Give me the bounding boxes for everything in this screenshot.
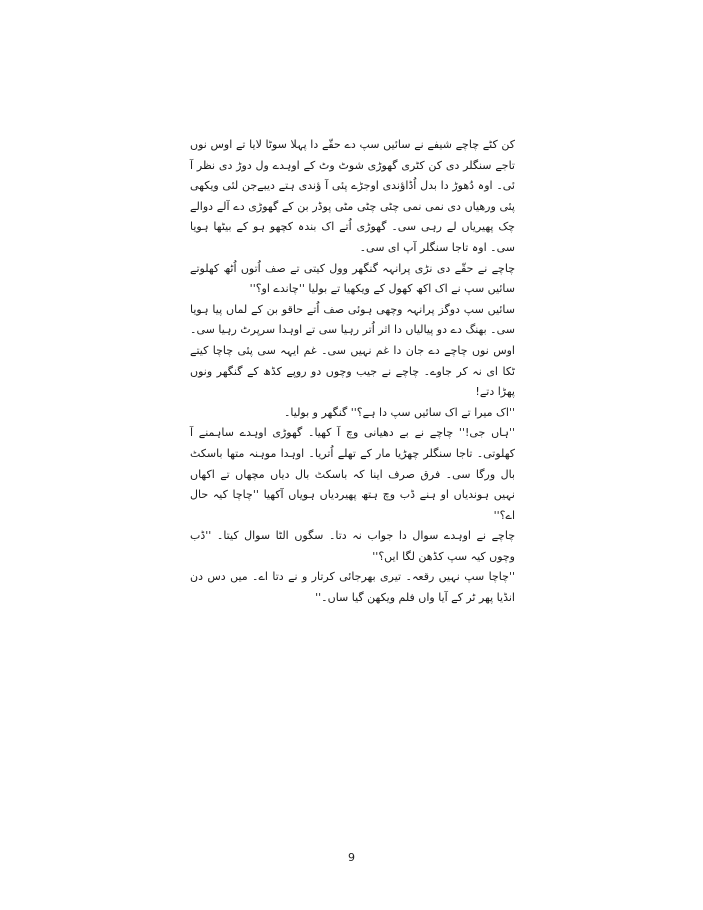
paragraph-7: ''چاچا سپ نہیں رقعہ۔ تیری بھرجائی کرتار و نے دتا اے۔ میں دس دن انڈیا پھر ٹر کے آیا واں فلم ویکھن گیا ساں۔'' — [190, 570, 515, 605]
paragraph-3: سائیں سپ دوگز پرانہہ وچھی ہوئی صف اُتے حاقو بن کے لماں پیا ہویا سی۔ بھنگ دے دو پیالیاں دا اثر اُتر رہیا سی تے اوہدا سرپرٹ رہیا سی۔ اوس نوں چاچے دے جان دا غم نہیں سی۔ غم ایہہ سی پئی چاچا کیتے ٹکا ای نہ کر جاوے۔ چاچے نے جیب وچوں دو روپے کڈھ کے گنگھر ونوں پھڑا دتے! — [190, 302, 515, 399]
paragraph-2: چاچے نے حقّے دی نڑی پرانہہ گنگھر وول کیتی تے صف اُتوں اُٹھ کھلوتے سائیں سپ نے اک اکھ کھول کے ویکھیا تے بولیا ''چاندے او؟'' — [190, 261, 515, 296]
paragraph-5: ''ہاں جی!'' چاچے نے بے دھیانی وچ آ کھیا۔ گھوڑی اوہدے ساہمنے آ کھلوتی۔ تاجا سنگلر چھڑیا مار کے تھلے اُتریا۔ اوہدا موہنہ متھا باسکٹ بال ورگا سی۔ فرق صرف اینا کہ باسکٹ بال دیاں مچھاں تے اکھاں نہیں ہوندیاں او ہنے ڈب وچ ہتھ پھیردیاں ہویاں آکھیا ''چاچا کیہ حال اے؟'' — [190, 426, 515, 522]
paragraph-6: چاچے نے اوہدے سوال دا جواب نہ دتا۔ سگوں الٹا سوال کیتا۔ ''ڈب وچوں کیہ سپ کڈھن لگا ایں؟'' — [190, 529, 515, 563]
paragraph-1: کن کٹے چاچے شیفے نے سائیں سپ دے حقّے دا پہلا سوٹا لایا تے اوس نوں تاجے سنگلر دی کن کٹری گھوڑی شوٹ وٹ کے اوہدے ول دوڑ دی نظر آ ئی۔ اوہ دُھوڑ دا بدل اُڈاؤندی اوجڑے پئی آ ؤندی ہتے دیبےجن لئی ویکھی پئی ورھیاں دی نمی نمی چٹی چٹی مٹی پوڈر بن کے گھوڑی دے آلے دوالے چک پھیریاں لے رہی سی۔ گھوڑی اُتے اک بندہ کچھو ہو کے بیٹھا ہویا سی۔ اوہ تاجا سنگلر آپ ای سی۔ — [190, 138, 515, 254]
paragraph-4: ''اک میرا تے اک سائیں سپ دا ہے؟'' گنگھر و بولیا۔ — [283, 405, 515, 419]
body-text — [190, 135, 515, 609]
page-number: 9 — [348, 851, 355, 864]
